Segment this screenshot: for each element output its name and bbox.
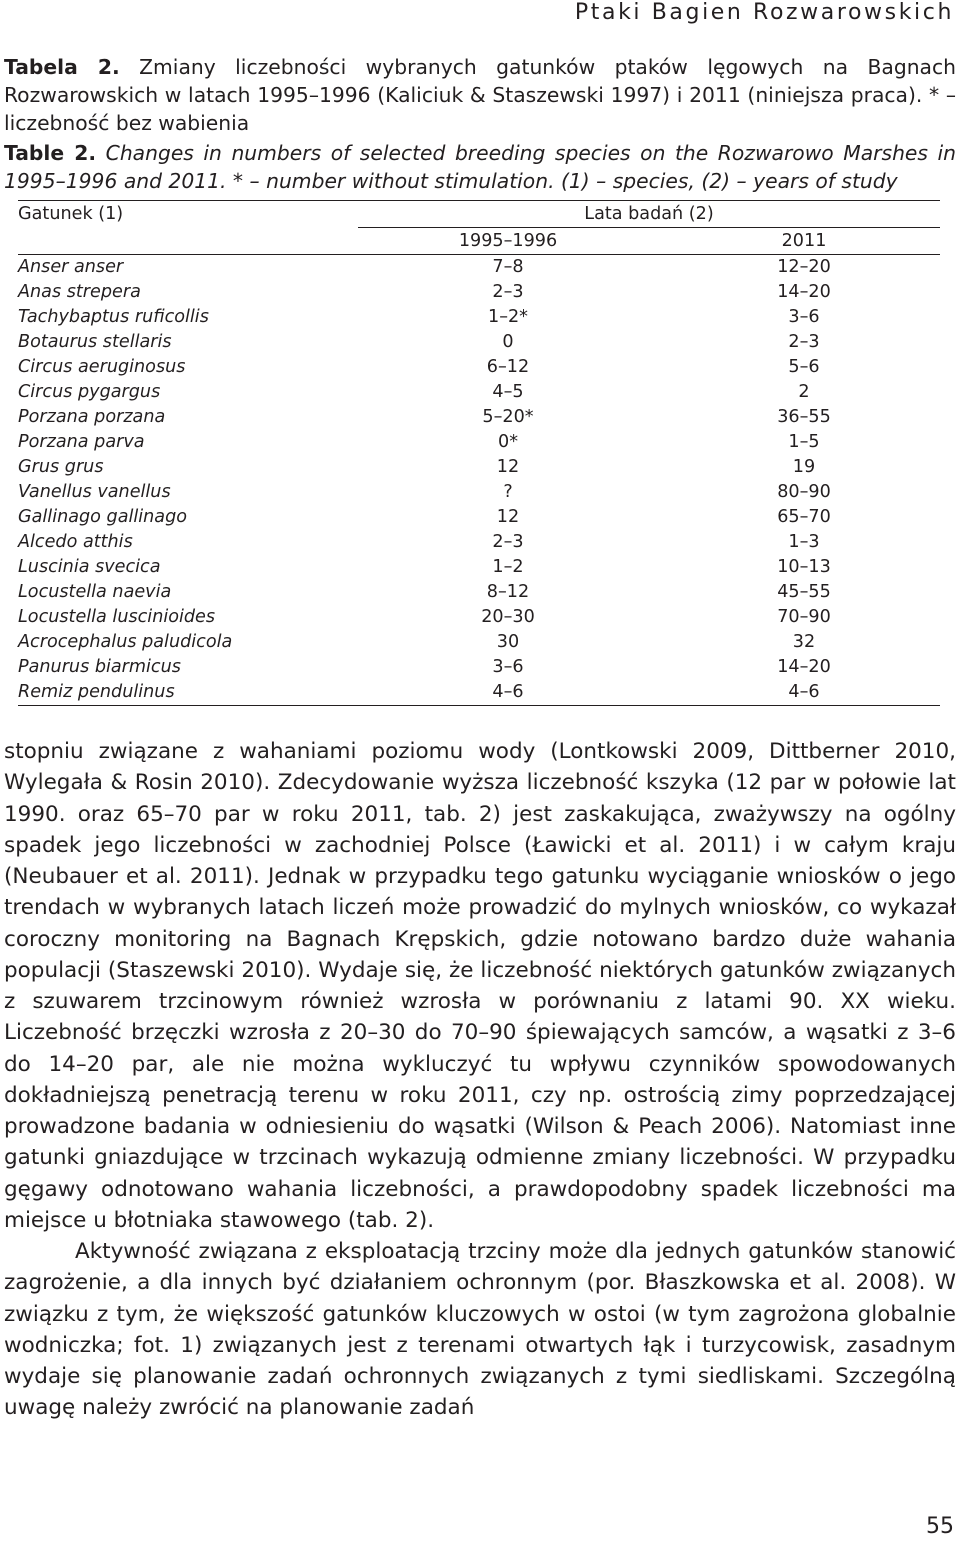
row-count-2011: 1–3 bbox=[788, 532, 820, 552]
row-count-1995-1996: 2–3 bbox=[492, 532, 524, 552]
row-species: Porzana parva bbox=[18, 432, 145, 452]
row-count-1995-1996: 20–30 bbox=[481, 607, 535, 627]
body-text bbox=[4, 736, 956, 1424]
row-count-2011: 2 bbox=[798, 382, 810, 402]
caption-label-polish: Tabela 2. bbox=[4, 55, 120, 79]
row-count-2011: 2–3 bbox=[788, 332, 820, 352]
row-species: Anser anser bbox=[18, 257, 124, 277]
row-count-2011: 4–6 bbox=[788, 682, 820, 702]
caption-text-english: Changes in numbers of selected breeding species on the Rozwarowo Marshes in 1995–1996 and 2011. * – number without stimulation. (1) – species, (2) – years of study bbox=[4, 141, 956, 193]
row-count-2011: 3–6 bbox=[788, 307, 820, 327]
header-col-2011: 2011 bbox=[781, 231, 827, 251]
paragraph-2: Aktywność związana z eksploatacją trzciny może dla jednych gatunków stanowić zagrożenie, a dla innych być działaniem ochronnym (por. Błaszkowska et al. 2008). W związku z tym, że większość gatunków kluczowych w ostoi (w tym zagrożona globalnie wodniczka; fot. 1) związanych jest z terenami otwartych łąk i turzycowisk, zasadnym wydaje się planowanie zadań ochronnych związanych z tymi siedliskami. Szczególną uwagę należy zwrócić na planowanie zadań bbox=[4, 1239, 956, 1421]
caption-text-polish: Zmiany liczebności wybranych gatunków ptaków lęgowych na Bagnach Rozwarowskich w latach 1995–1996 (Kaliciuk & Staszewski 1997) i 2011 (niniejsza praca). * – liczebność bez wabienia bbox=[4, 55, 956, 135]
row-count-2011: 36–55 bbox=[777, 407, 831, 427]
row-count-1995-1996: 4–6 bbox=[492, 682, 524, 702]
row-species: Locustella naevia bbox=[18, 582, 172, 602]
row-species: Circus pygargus bbox=[18, 382, 161, 402]
page-number: 55 bbox=[926, 1514, 954, 1539]
row-count-2011: 1–5 bbox=[788, 432, 820, 452]
row-count-2011: 32 bbox=[792, 632, 816, 652]
table-top-rule bbox=[18, 200, 940, 201]
row-count-1995-1996: 12 bbox=[496, 507, 520, 527]
row-count-1995-1996: 4–5 bbox=[492, 382, 524, 402]
row-count-2011: 80–90 bbox=[777, 482, 831, 502]
row-count-2011: 45–55 bbox=[777, 582, 831, 602]
row-count-1995-1996: 0* bbox=[498, 432, 518, 452]
row-count-1995-1996: 5–20* bbox=[482, 407, 534, 427]
header-years-rule bbox=[358, 227, 940, 228]
caption-label-english: Table 2. bbox=[4, 141, 97, 165]
running-head: Ptaki Bagien Rozwarowskich bbox=[574, 0, 954, 25]
row-species: Botaurus stellaris bbox=[18, 332, 172, 352]
row-count-1995-1996: 6–12 bbox=[486, 357, 530, 377]
row-species: Circus aeruginosus bbox=[18, 357, 186, 377]
row-species: Grus grus bbox=[18, 457, 104, 477]
row-count-1995-1996: 1–2 bbox=[492, 557, 524, 577]
row-count-1995-1996: 3–6 bbox=[492, 657, 524, 677]
row-count-1995-1996: 30 bbox=[496, 632, 520, 652]
table-bottom-rule bbox=[18, 705, 940, 706]
row-species: Anas strepera bbox=[18, 282, 141, 302]
table-caption-english bbox=[4, 139, 956, 195]
row-species: Remiz pendulinus bbox=[18, 682, 175, 702]
row-count-2011: 14–20 bbox=[777, 282, 831, 302]
row-count-1995-1996: 0 bbox=[502, 332, 514, 352]
row-count-1995-1996: 8–12 bbox=[486, 582, 530, 602]
row-species: Vanellus vanellus bbox=[18, 482, 171, 502]
row-count-2011: 19 bbox=[792, 457, 816, 477]
row-species: Acrocephalus paludicola bbox=[18, 632, 233, 652]
row-count-2011: 12–20 bbox=[777, 257, 831, 277]
header-species: Gatunek (1) bbox=[18, 204, 124, 224]
row-species: Locustella luscinioides bbox=[18, 607, 216, 627]
row-species: Luscinia svecica bbox=[18, 557, 161, 577]
header-col-1995-1996: 1995–1996 bbox=[458, 231, 558, 251]
row-species: Tachybaptus ruficollis bbox=[18, 307, 209, 327]
row-species: Gallinago gallinago bbox=[18, 507, 188, 527]
table-caption-polish bbox=[4, 53, 956, 137]
row-count-1995-1996: 7–8 bbox=[492, 257, 524, 277]
row-count-1995-1996: 2–3 bbox=[492, 282, 524, 302]
row-count-2011: 10–13 bbox=[777, 557, 831, 577]
row-count-2011: 65–70 bbox=[777, 507, 831, 527]
row-count-1995-1996: 1–2* bbox=[488, 307, 528, 327]
paragraph-1: stopniu związane z wahaniami poziomu wody (Lontkowski 2009, Dittberner 2010, Wylegała & Rosin 2010). Zdecydowanie wyższa liczebność kszyka (12 par w połowie lat 1990. oraz 65–70 par w roku 2011, tab. 2) jest zaskakująca, zważywszy na ogólny spadek jego liczebności w zachodniej Polsce (Ławicki et al. 2011) i w całym kraju (Neubauer et al. 2011). Jednak w przypadku tego gatunku wyciąganie wniosków o jego trendach w wybranych latach liczeń może prowadzić do mylnych wniosków, co wykazał coroczny monitoring na Bagnach Krępskich, gdzie notowano bardzo duże wahania populacji (Staszewski 2010). Wydaje się, że liczebność niektórych gatunków związanych z szuwarem trzcinowym również wzrosła w porównaniu z latami 90. XX wieku. Liczebność brzęczki wzrosła z 20–30 do 70–90 śpiewających samców, a wąsatki z 3–6 do 14–20 par, ale nie można wykluczyć tu wpływu czynników spowodowanych dokładniejszą penetracją terenu w roku 2011, czy np. ostrością zimy poprzedzającej prowadzone badania w odniesieniu do wąsatki (Wilson & Peach 2006). Natomiast inne gatunki gniazdujące w trzcinach wykazują odmienne zmiany liczebności. W przypadku gęgawy odnotowano wahania liczebności, a prawdopodobny spadek liczebności ma miejsce u błotniaka stawowego (tab. 2). bbox=[4, 739, 956, 1233]
header-years: Lata badań (2) bbox=[584, 204, 714, 224]
row-count-1995-1996: ? bbox=[503, 482, 513, 502]
row-count-1995-1996: 12 bbox=[496, 457, 520, 477]
row-count-2011: 70–90 bbox=[777, 607, 831, 627]
row-count-2011: 14–20 bbox=[777, 657, 831, 677]
row-species: Alcedo atthis bbox=[18, 532, 133, 552]
row-count-2011: 5–6 bbox=[788, 357, 820, 377]
row-species: Porzana porzana bbox=[18, 407, 166, 427]
row-species: Panurus biarmicus bbox=[18, 657, 181, 677]
